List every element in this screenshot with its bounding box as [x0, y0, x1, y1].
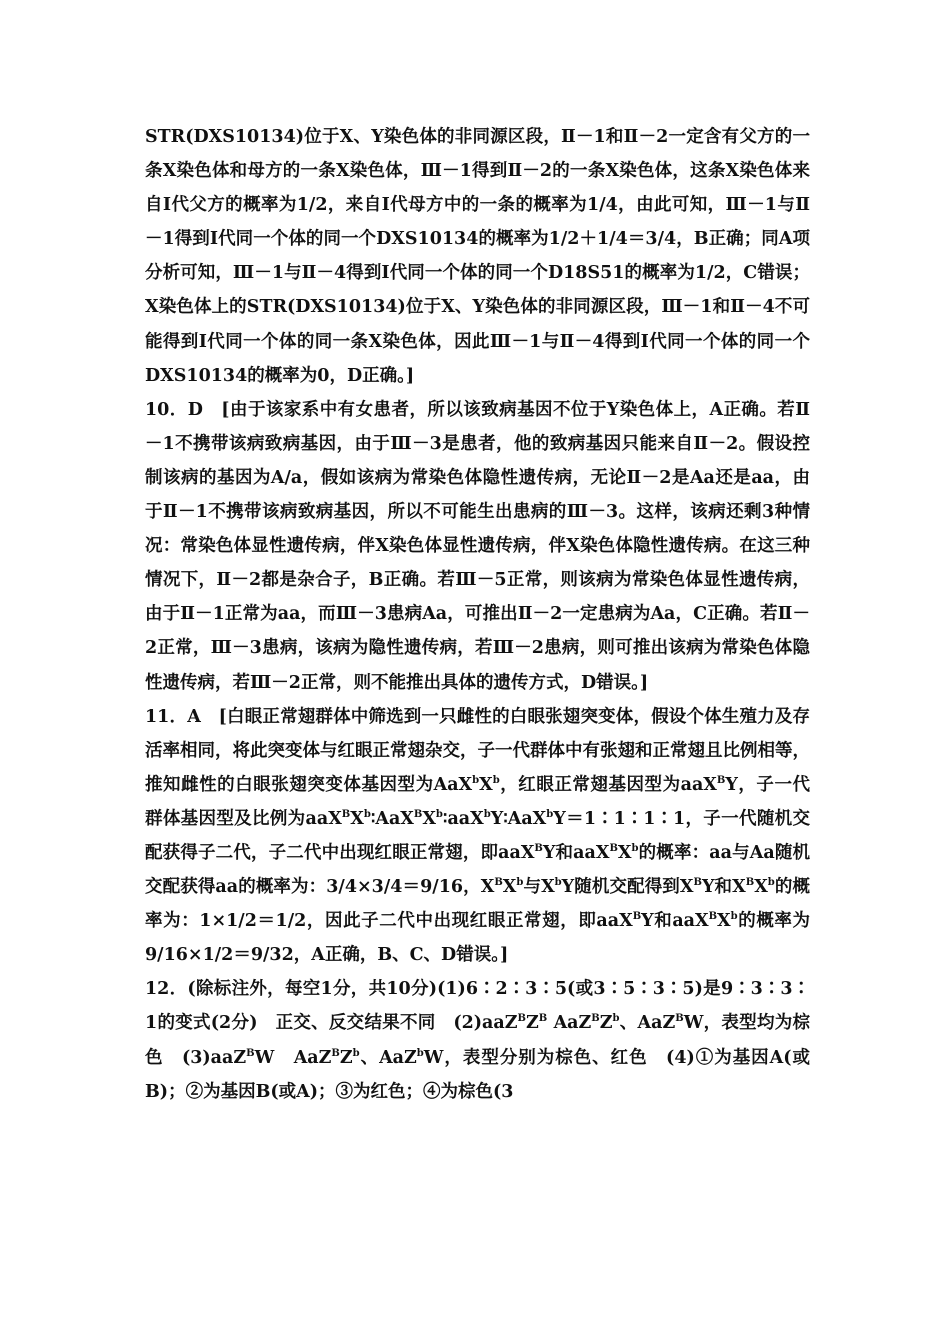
superscript: b: [472, 774, 480, 786]
text-run: Y＝1∶1∶1∶1，子一代随机交配获得子二代，子二代中出现红眼正常翅，即aaX: [145, 808, 810, 863]
text-run: X: [422, 808, 436, 829]
superscript: B: [246, 1047, 255, 1059]
text-run: X: [717, 911, 731, 932]
text-run: Y和aaX: [542, 842, 610, 863]
text-run: W，表型均为棕色 (3)aaZ: [145, 1013, 810, 1068]
text-run: ∶AaX: [370, 808, 414, 829]
superscript: b: [363, 809, 371, 821]
text-run: Y和X: [701, 877, 746, 898]
text-run: 12．(除标注外，每空1分，共10分)(1)6∶2∶3∶5(或3∶5∶3∶5)是9∶3∶3∶1的变式(2分) 正交、反交结果不同 (2)aaZ: [145, 979, 810, 1034]
answer-12: [145, 972, 810, 1108]
superscript: B: [331, 1047, 340, 1059]
superscript: B: [693, 877, 702, 889]
superscript: B: [341, 809, 351, 821]
superscript: b: [416, 1047, 424, 1059]
superscript: b: [612, 1013, 620, 1025]
text-run: Z: [599, 1013, 613, 1034]
text-run: 11．A [白眼正常翅群体中筛选到一只雌性的白眼张翅突变体，假设个体生殖力及存活率相同，将此突变体与红眼正常翅杂交，子一代群体中有张翅和正常翅且比例相等，推知雌性的白眼张翅突变体基因型为AaX: [145, 706, 810, 795]
superscript: b: [516, 877, 524, 889]
superscript: B: [632, 911, 642, 923]
text-run: 、AaZ: [359, 1047, 417, 1068]
superscript: B: [716, 774, 726, 786]
text-run: Z: [339, 1047, 353, 1068]
superscript: B: [494, 877, 503, 889]
text-run: AaZ: [547, 1013, 592, 1034]
superscript: B: [534, 843, 543, 855]
text-run: 的概率为9/16×1/2＝9/32，A正确，B、C、D错误。]: [145, 911, 811, 966]
answer-10: [145, 393, 810, 700]
text-run: W，表型分别为棕色、红色 (4)①为基因A(或B)；②为基因B(或A)；③为红色；④为棕色(3: [145, 1047, 810, 1102]
text-run: 10．D [由于该家系中有女患者，所以该致病基因不位于Y染色体上，A正确。若Ⅱ－1不携带该病致病基因，由于Ⅲ－3是患者，他的致病基因只能来自Ⅱ－2。假设控制该病的基因为A/a，假如该病为常染色体隐性遗传病，无论Ⅱ－2是Aa还是aa，由于Ⅱ－1不携带该病致病基因，所以不可能生出患病的Ⅲ－3。这样，该病还剩3种情况：常染色体显性遗传病，伴X染色体显性遗传病，伴X染色体隐性遗传病。在这三种情况下，Ⅱ－2都是杂合子，B正确。若Ⅲ－5正常，则该病为常染色体显性遗传病，由于Ⅱ－1正常为aa，而Ⅲ－3患病Aa，可推出Ⅱ－2一定患病为Aa，C正确。若Ⅱ－2正常，Ⅲ－3患病，该病为隐性遗传病，若Ⅲ－2患病，则可推出该病为常染色体隐性遗传病，若Ⅲ－2正常，则不能推出具体的遗传方式，D错误。]: [145, 399, 810, 693]
superscript: b: [631, 843, 639, 855]
text-run: ∶aaX: [442, 808, 484, 829]
text-run: Z: [525, 1013, 539, 1034]
text-run: STR(DXS10134)位于X、Y染色体的非同源区段，Ⅱ－1和Ⅱ－2一定含有父方的一条X染色体和母方的一条X染色体，Ⅲ－1得到Ⅱ－2的一条X染色体，这条X染色体来自Ⅰ代父方的概率为1/2，来自Ⅰ代母方中的一条的概率为1/4，由此可知，Ⅲ－1与Ⅱ－1得到Ⅰ代同一个体的同一个DXS10134的概率为1/2＋1/4＝3/4，B正确；同A项分析可知，Ⅲ－1与Ⅱ－4得到Ⅰ代同一个体的同一个D18S51的概率为1/2，C错误；X染色体上的STR(DXS10134)位于X、Y染色体的非同源区段，Ⅲ－1和Ⅱ－4不可能得到Ⅰ代同一个体的同一条X染色体，因此Ⅲ－1与Ⅱ－4得到Ⅰ代同一个体的同一个DXS10134的概率为0，D正确。]: [145, 127, 810, 386]
text-run: X: [479, 774, 493, 795]
text-run: X: [754, 877, 768, 898]
superscript: b: [767, 877, 775, 889]
text-run: W AaZ: [254, 1047, 332, 1068]
superscript: B: [708, 911, 718, 923]
superscript: B: [591, 1013, 600, 1025]
superscript: b: [554, 877, 562, 889]
superscript: b: [492, 774, 500, 786]
superscript: b: [730, 911, 738, 923]
text-run: Y∶AaX: [490, 808, 547, 829]
text-run: X: [350, 808, 364, 829]
superscript: B: [609, 843, 618, 855]
superscript: B: [538, 1013, 548, 1025]
text-run: ，红眼正常翅基因型为aaX: [499, 774, 717, 795]
answer-9-continuation: [145, 120, 810, 393]
text-run: Y和aaX: [641, 911, 709, 932]
text-run: Y随机交配得到X: [561, 877, 694, 898]
text-run: X: [502, 877, 517, 898]
superscript: b: [352, 1047, 360, 1059]
superscript: b: [546, 809, 554, 821]
text-run: 的概率：aa与Aa随机交配获得aa的概率为：3/4×3/4＝9/16，X: [145, 842, 810, 898]
superscript: b: [435, 809, 443, 821]
answer-11: [145, 700, 810, 973]
text-run: Y，子一代群体基因型及比例为aaX: [145, 774, 810, 829]
superscript: B: [413, 809, 423, 821]
text-run: 的概率为：1×1/2＝1/2，因此子二代中出现红眼正常翅，即aaX: [145, 877, 810, 932]
text-run: X: [617, 842, 632, 863]
answer-document: [145, 120, 810, 1109]
superscript: B: [745, 877, 755, 889]
superscript: B: [675, 1013, 684, 1025]
text-run: 与X: [523, 877, 555, 898]
superscript: b: [483, 809, 491, 821]
superscript: B: [517, 1013, 526, 1025]
text-run: 、AaZ: [619, 1013, 676, 1034]
